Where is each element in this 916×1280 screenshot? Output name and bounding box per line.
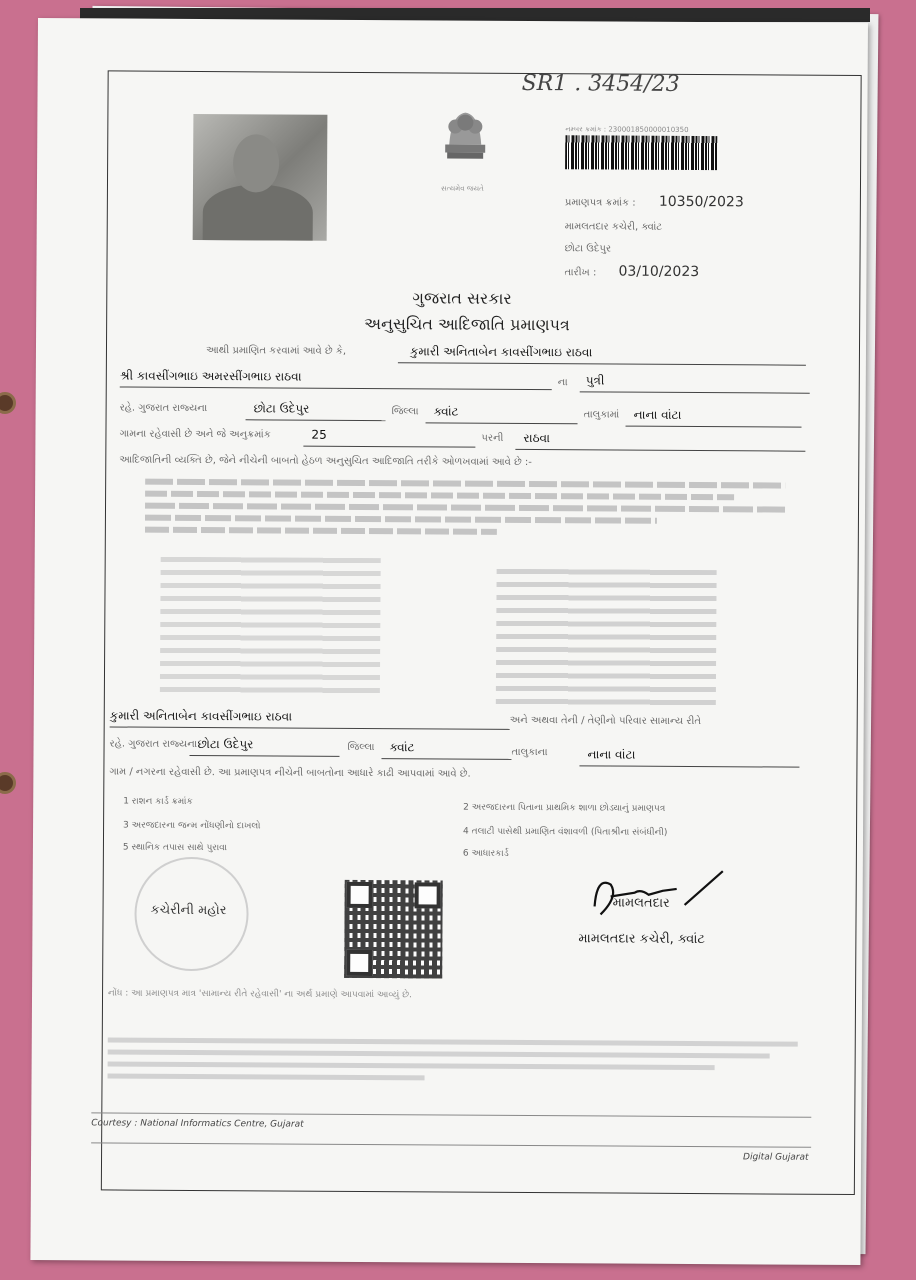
- state-label-2: રહે. ગુજરાત રાજ્યના: [109, 738, 198, 750]
- punch-hole-top: [0, 392, 16, 414]
- district-label-2: જિલ્લા: [347, 741, 375, 754]
- barcode: [565, 135, 717, 170]
- village-2: નાના વાંટા: [587, 747, 636, 762]
- document-2: 2 અરજદારના પિતાના પ્રાથમિક શાળા છોડ્યાનું પ્રમાણપત્ર: [463, 802, 666, 814]
- government-title: ગુજરાત સરકાર: [412, 288, 512, 308]
- signatory-office: મામલતદાર કચેરી, ક્વાંટ: [578, 931, 706, 948]
- tribe-list-right: [496, 569, 717, 706]
- issued-sentence: ગામ / નગરના રહેવાસી છે. આ પ્રમાણપત્ર નીચેની બાબતોના આધારે કાઢી આપવામાં આવે છે.: [109, 766, 471, 780]
- issue-date: 03/10/2023: [618, 263, 700, 281]
- district: છોટા ઉદેપુર: [253, 401, 310, 416]
- certificate-number-label: પ્રમાણપત્ર ક્રમાંક :: [564, 197, 636, 209]
- qr-code: [344, 880, 443, 979]
- national-emblem-icon: [433, 104, 497, 186]
- footer-note: નોંધ : આ પ્રમાણપત્ર માત્ર 'સામાન્ય રીતે રહેવાસી' ના અર્થ પ્રમાણે આપવામાં આવ્યું છે.: [108, 988, 412, 1001]
- date-label: તારીખ :: [564, 267, 597, 279]
- district-2: છોટા ઉદેપુર: [197, 736, 254, 752]
- village: નાના વાંટા: [633, 407, 682, 422]
- relation: પુત્રી: [585, 373, 605, 388]
- certificate-title: અનુસુચિત આદિજાતિ પ્રમાણપત્ર: [364, 313, 570, 335]
- document-1: 1 રાશન કાર્ડ ક્રમાંક: [123, 796, 193, 807]
- village-resident-label: ગામના રહેવાસી છે અને જે અનુક્રમાંક: [119, 428, 271, 441]
- serial-number: 25: [311, 427, 327, 442]
- digital-gujarat-brand: Digital Gujarat: [743, 1152, 809, 1163]
- taluka-label-2: તાલુકાના: [511, 746, 548, 759]
- tribe-list-left: [160, 557, 381, 694]
- state-label: રહે. ગુજરાત રાજ્યના: [119, 402, 208, 415]
- office-line1: મામલતદાર કચેરી, ક્વાંટ: [564, 221, 663, 233]
- caste-label: પરની: [481, 432, 504, 444]
- signatory-title: મામલતદાર: [612, 895, 670, 911]
- handwritten-number: SR1 . 3454/23: [521, 70, 680, 97]
- parent-name: શ્રી કાવસીંગભાઇ અમરસીંગભાઇ રાઠવા: [119, 368, 302, 384]
- punch-hole-bottom: [0, 772, 16, 794]
- document-3: 3 અરજદારના જન્મ નોંધણીનો દાખલો: [123, 820, 261, 832]
- document-6: 6 આધારકાર્ડ: [462, 848, 509, 859]
- emblem-caption: સત્યમેવ જયતે: [440, 184, 484, 193]
- taluka-value: ક્વાંટ: [433, 404, 459, 419]
- taluka-2: ક્વાંટ: [389, 740, 415, 755]
- certify-label: આથી પ્રમાણિત કરવામાં આવે છે કે,: [205, 345, 347, 357]
- holder-photo: [193, 114, 328, 241]
- barcode-caption: નમ્બર ક્રમાંક : 230001850000010350: [565, 125, 689, 134]
- document-5: 5 સ્થાનિક તપાસ સાથે પુરાવા: [122, 842, 228, 854]
- second-holder-name: કુમારી અનિતાબેન કાવસીંગભાઇ રાઠવા: [109, 708, 293, 724]
- document-4: 4 તલાટી પાસેથી પ્રમાણિત વંશાવળી (પિતાશ્રીના સંબંધીની): [463, 826, 668, 838]
- certificate-number: 10350/2023: [658, 193, 744, 211]
- family-label: અને અથવા તેની / તેણીનો પરિવાર સામાન્ય રીતે: [509, 714, 702, 728]
- office-stamp-label: કચેરીની મહોર: [150, 902, 227, 919]
- office-line2: છોટા ઉદેપુર: [564, 243, 612, 255]
- district-label: જિલ્લા: [391, 406, 419, 418]
- legal-orders-text: [145, 473, 785, 547]
- taluka-label: તાલુકામાં: [583, 409, 620, 421]
- tribe-sentence: આદિજાતિની વ્યક્તિ છે, જેને નીચેની બાબતો હેઠળ અનુસુચિત આદિજાતિ તરીકે ઓળખવામાં આવે છે :-: [119, 454, 532, 469]
- holder-name: કુમારી અનિતાબેન કાવસીંગભાઇ રાઠવા: [409, 344, 593, 360]
- relation-label: ના: [557, 377, 568, 389]
- footer-fine-print: [107, 1032, 797, 1096]
- certificate-sheet: [30, 18, 868, 1265]
- courtesy-text: Courtesy : National Informatics Centre, Gujarat: [91, 1118, 304, 1130]
- caste: રાઠવા: [523, 430, 551, 446]
